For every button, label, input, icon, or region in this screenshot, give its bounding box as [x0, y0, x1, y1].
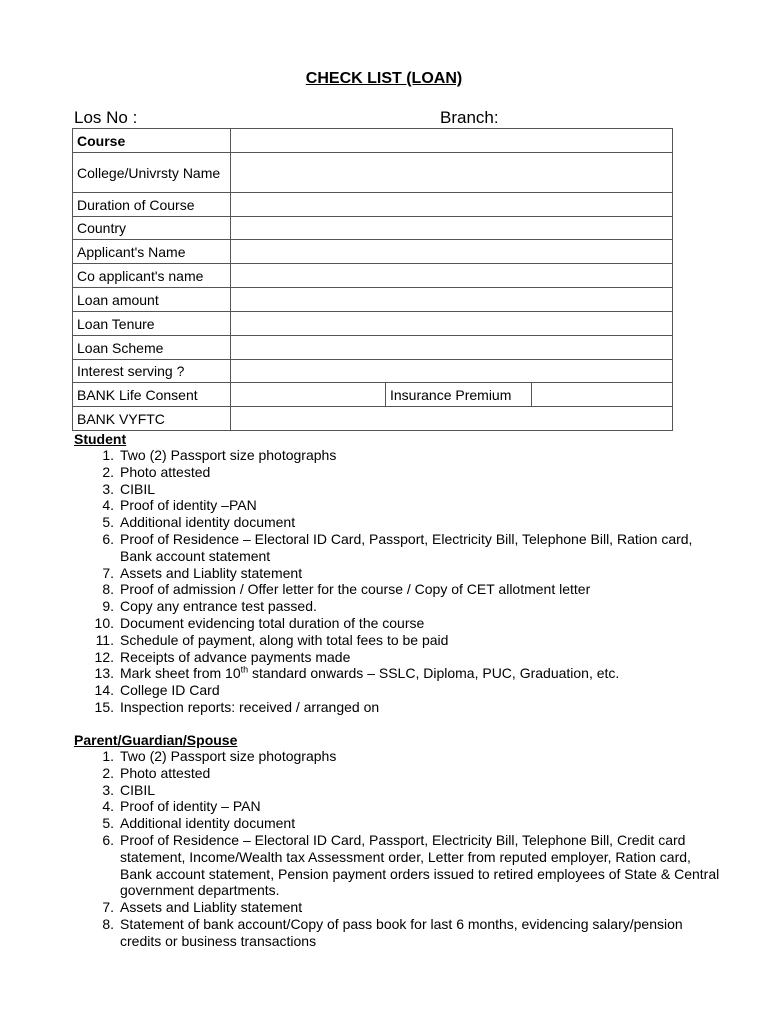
interest-serving-field[interactable]: [231, 360, 673, 383]
duration-field[interactable]: [231, 193, 673, 217]
list-item: 15. Inspection reports: received / arranged on: [94, 698, 380, 715]
parent-checklist: [74, 748, 720, 950]
co-applicant-name-label: Co applicant's name: [73, 264, 231, 288]
college-field[interactable]: [231, 153, 673, 193]
vyftc-label: BANK VYFTC: [73, 407, 231, 431]
course-field[interactable]: [231, 129, 673, 153]
list-item: 8. Proof of admission / Offer letter for the course / Copy of CET allotment letter: [102, 581, 591, 598]
branch-label: Branch:: [440, 108, 499, 127]
list-item: 6. Proof of Residence – Electoral ID Card, Passport, Electricity Bill, Telephone Bill, Ration card, Bank account statement: [102, 530, 693, 564]
college-label: College/Univrsty Name: [73, 153, 231, 193]
list-item: 6. Proof of Residence – Electoral ID Card, Passport, Electricity Bill, Telephone Bill, Credit card statement, Income/Wealth tax Assessment order, Letter from reputed employer, Ration card, Bank account statement, Pension payment orders issued to retired employees of State & Central government departments.: [102, 831, 720, 899]
list-item: 12. Receipts of advance payments made: [94, 648, 351, 665]
table-row: [73, 407, 673, 431]
loan-scheme-field[interactable]: [231, 336, 673, 360]
interest-serving-label: Interest serving ?: [73, 360, 231, 383]
table-row: [73, 217, 673, 240]
list-item: 1. Two (2) Passport size photographs: [102, 447, 337, 463]
student-heading: Student: [74, 431, 127, 447]
duration-label: Duration of Course: [73, 193, 231, 217]
country-field[interactable]: [231, 217, 673, 240]
table-row: [73, 288, 673, 312]
applicant-name-field[interactable]: [231, 240, 673, 264]
list-item: 13. Mark sheet from 10th standard onwards – SSLC, Diploma, PUC, Graduation, etc.: [94, 664, 620, 682]
page-title: CHECK LIST (LOAN): [305, 70, 463, 87]
loan-scheme-label: Loan Scheme: [73, 336, 231, 360]
student-section: [74, 431, 720, 716]
loan-amount-label: Loan amount: [73, 288, 231, 312]
los-no-label: Los No :: [74, 108, 138, 127]
loan-tenure-label: Loan Tenure: [73, 312, 231, 336]
life-consent-field[interactable]: [231, 383, 386, 407]
table-row: [73, 360, 673, 383]
table-row: [73, 383, 673, 407]
table-row: [73, 240, 673, 264]
table-row: [73, 153, 673, 193]
loan-details-table: [72, 128, 673, 431]
applicant-name-label: Applicant's Name: [73, 240, 231, 264]
table-row: [73, 312, 673, 336]
loan-amount-field[interactable]: [231, 288, 673, 312]
list-item: 5. Additional identity document: [102, 514, 296, 531]
list-item: 4. Proof of identity –PAN: [102, 497, 257, 514]
list-item: 1. Two (2) Passport size photographs: [102, 748, 337, 764]
list-item: 7. Assets and Liablity statement: [102, 564, 303, 581]
parent-section: [74, 732, 720, 950]
co-applicant-name-field[interactable]: [231, 264, 673, 288]
country-label: Country: [73, 217, 231, 240]
loan-tenure-field[interactable]: [231, 312, 673, 336]
student-checklist: [74, 447, 720, 716]
insurance-premium-label: Insurance Premium: [386, 383, 532, 407]
list-item: 2. Photo attested: [102, 764, 211, 781]
list-item: 5. Additional identity document: [102, 815, 296, 832]
list-item: 10. Document evidencing total duration of the course: [94, 614, 425, 631]
table-row: [73, 129, 673, 153]
life-consent-label: BANK Life Consent: [73, 383, 231, 407]
list-item: 8. Statement of bank account/Copy of pass book for last 6 months, evidencing salary/pension credits or business transactions: [102, 915, 683, 949]
list-item: 3. CIBIL: [102, 781, 156, 798]
list-item: 2. Photo attested: [102, 463, 211, 480]
vyftc-field[interactable]: [231, 407, 673, 431]
list-item: 7. Assets and Liablity statement: [102, 899, 303, 916]
list-item: 9. Copy any entrance test passed.: [102, 598, 317, 615]
table-row: [73, 264, 673, 288]
parent-heading: Parent/Guardian/Spouse: [74, 732, 238, 748]
marksheet-item-text: Mark sheet from 10th standard onwards – SSLC, Diploma, PUC, Graduation, etc.: [120, 664, 620, 682]
course-label: Course: [73, 129, 231, 153]
list-item: 11. Schedule of payment, along with total fees to be paid: [95, 631, 449, 648]
table-row: [73, 193, 673, 217]
list-item: 3. CIBIL: [102, 480, 156, 497]
table-row: [73, 336, 673, 360]
list-item: 14. College ID Card: [94, 682, 220, 699]
insurance-premium-field[interactable]: [532, 383, 673, 407]
list-item: 4. Proof of identity – PAN: [102, 798, 261, 815]
